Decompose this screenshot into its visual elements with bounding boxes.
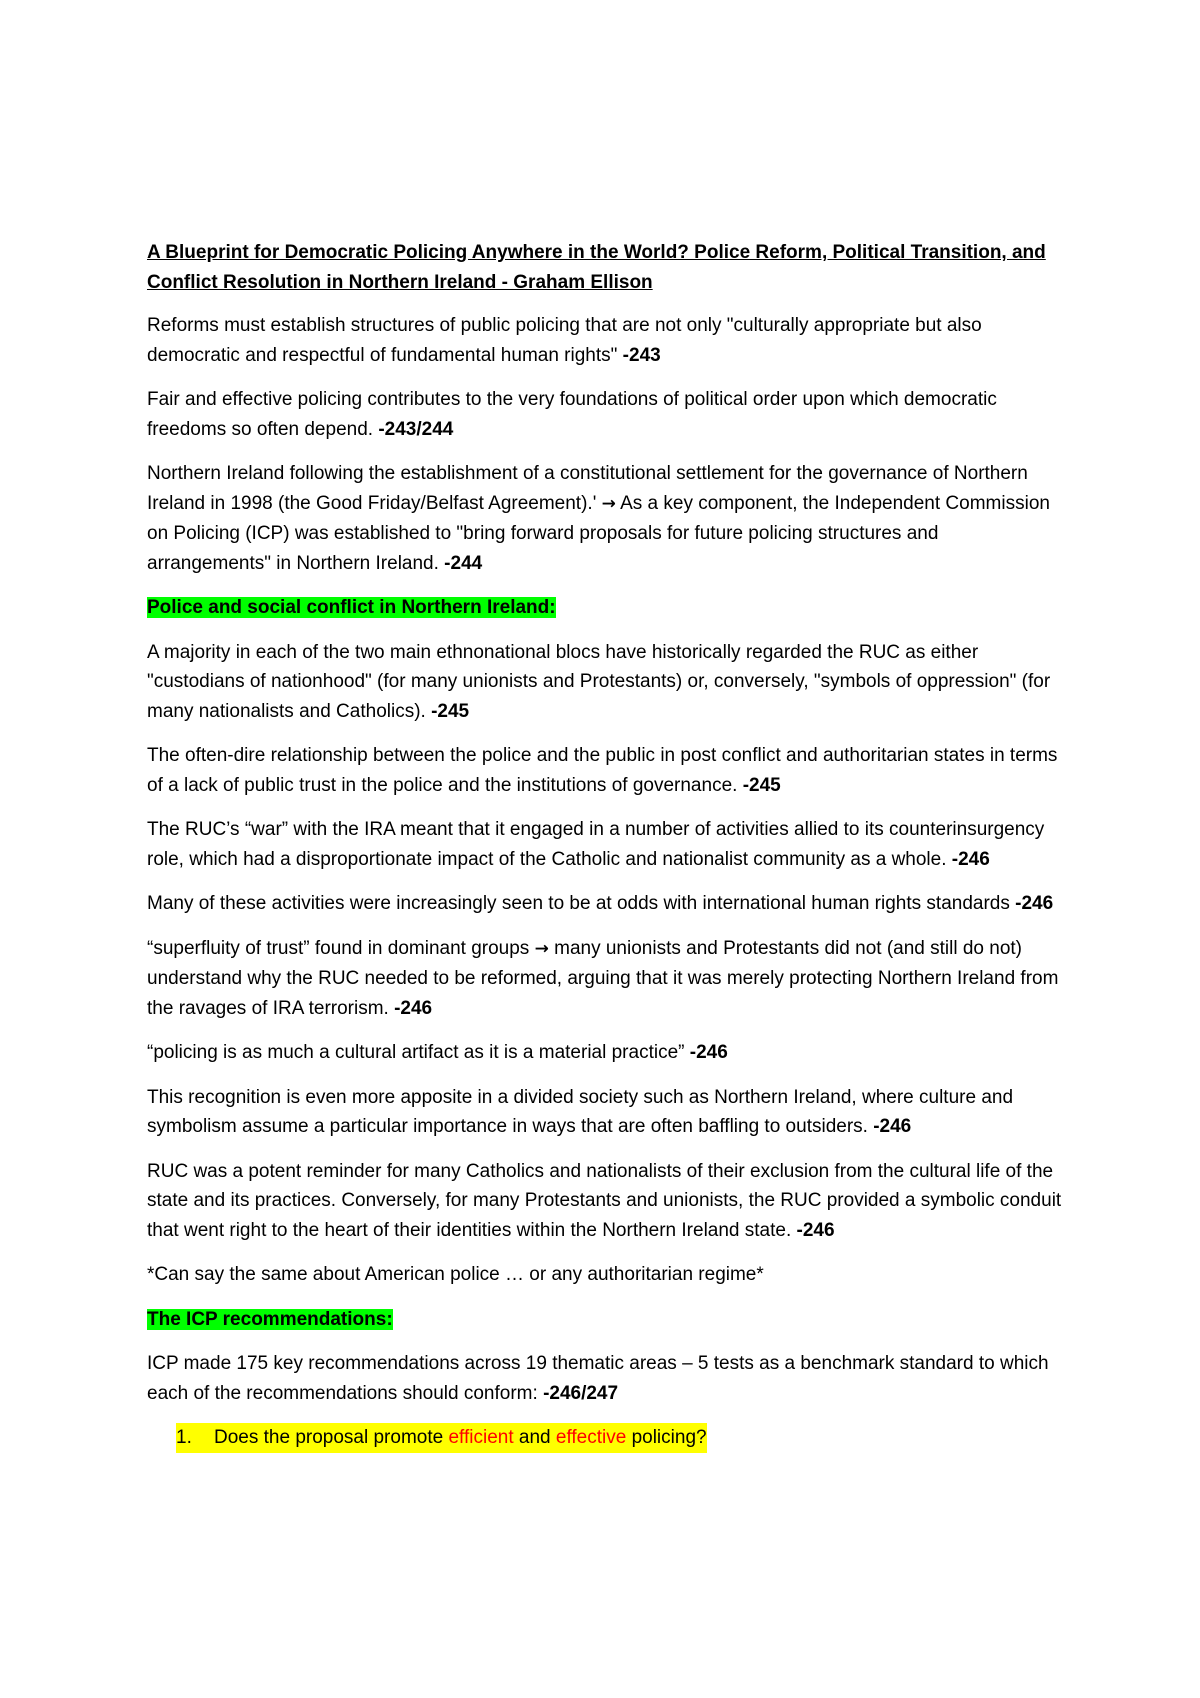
- section-heading-icp-recommendations: [147, 1305, 1067, 1335]
- paragraph-reforms: [147, 311, 1067, 370]
- paragraph-american-police-note: [147, 1260, 1067, 1290]
- paragraph-superfluity-trust: [147, 934, 1067, 1024]
- paragraph-text: The RUC’s “war” with the IRA meant that it engaged in a number of activities allied to its counterinsurgency role, which had a disproportionate impact of the Catholic and nationalist community as a whole.: [147, 819, 1045, 870]
- paragraph-text: “policing is as much a cultural artifact as it is a material practice”: [147, 1042, 690, 1063]
- list-number: 1.: [176, 1427, 192, 1448]
- right-arrow-icon: →: [534, 938, 549, 959]
- list-item: [176, 1423, 1067, 1453]
- page-reference: -246: [951, 848, 990, 870]
- document-title: A Blueprint for Democratic Policing Anywhere in the World? Police Reform, Political Transition, and Conflict Resolution in Northern Ireland - Graham Ellison: [147, 242, 1046, 293]
- page-reference: -243: [622, 344, 661, 366]
- paragraph-divided-society: [147, 1083, 1067, 1142]
- paragraph-text: As a key component, the Independent Commission on Policing (ICP) was established to "bring forward proposals for future policing structures and arrangements" in Northern Ireland.: [147, 492, 1050, 574]
- page-reference: -246: [689, 1042, 728, 1063]
- highlighted-list-item: [176, 1423, 707, 1453]
- highlighted-heading: Police and social conflict in Northern Ireland:: [147, 597, 556, 618]
- paragraph-human-rights: [147, 889, 1067, 919]
- paragraph-cultural-artifact: [147, 1038, 1067, 1068]
- paragraph-text: Northern Ireland following the establishment of a constitutional settlement for the governance of Northern Ireland in 1998 (the Good Friday/Belfast Agreement).': [147, 463, 1028, 514]
- paragraph-text: This recognition is even more apposite in a divided society such as Northern Ireland, where culture and symbolism assume a particular importance in ways that are often baffling to outsiders.: [147, 1086, 1014, 1137]
- highlighted-heading: The ICP recommendations:: [147, 1308, 393, 1330]
- list-text: policing?: [626, 1427, 707, 1448]
- page-reference: -246/247: [543, 1382, 619, 1404]
- red-emphasis: efficient: [448, 1427, 514, 1448]
- page-reference: -245: [742, 774, 781, 796]
- page-reference: -246: [796, 1219, 835, 1241]
- list-text: Does the proposal promote: [214, 1427, 449, 1448]
- paragraph-icp-175: [147, 1349, 1067, 1408]
- paragraph-text: many unionists and Protestants did not (and still do not) understand why the RUC needed to be reformed, arguing that it was merely protecting Northern Ireland from the ravages of IRA terrorism.: [147, 937, 1059, 1019]
- page-reference: -246: [394, 997, 433, 1019]
- page-reference: -243/244: [378, 418, 454, 440]
- paragraph-good-friday: [147, 459, 1067, 578]
- paragraph-text: The often-dire relationship between the police and the public in post conflict and authoritarian states in terms of a lack of public trust in the police and the institutions of governance.: [147, 745, 1058, 796]
- paragraph-text: “superfluity of trust” found in dominant groups: [147, 937, 535, 959]
- paragraph-text: RUC was a potent reminder for many Catholics and nationalists of their exclusion from the cultural life of the state and its practices. Conversely, for many Protestants and unionists, the RUC provided a symbolic conduit that went right to the heart of their identities within the Northern Ireland state.: [147, 1160, 1062, 1241]
- page-reference: -244: [444, 552, 483, 574]
- right-arrow-icon: →: [601, 493, 616, 514]
- red-emphasis: effective: [555, 1427, 627, 1448]
- paragraph-text: Many of these activities were increasingly seen to be at odds with international human rights standards: [147, 893, 1016, 914]
- page-reference: -246: [873, 1116, 912, 1137]
- paragraph-fair-policing: [147, 385, 1067, 444]
- paragraph-text: Reforms must establish structures of public policing that are not only "culturally appropriate but also democratic and respectful of fundamental human rights": [147, 315, 982, 366]
- page-reference: -246: [1015, 893, 1054, 914]
- paragraph-text: A majority in each of the two main ethnonational blocs have historically regarded the RUC as either "custodians of nationhood" (for many unionists and Protestants) or, conversely, "symbols of oppression" (for many nationalists and Catholics).: [147, 641, 1051, 722]
- paragraph-potent-reminder: [147, 1157, 1067, 1246]
- paragraph-dire-relationship: [147, 741, 1067, 800]
- paragraph-ruc-war: [147, 815, 1067, 874]
- document-page: [147, 238, 1067, 1453]
- paragraph-text: ICP made 175 key recommendations across 19 thematic areas – 5 tests as a benchmark standard to which each of the recommendations should conform:: [147, 1353, 1049, 1404]
- list-text: and: [513, 1427, 556, 1448]
- paragraph-text: *Can say the same about American police … or any authoritarian regime*: [147, 1264, 764, 1285]
- paragraph-text: Fair and effective policing contributes to the very foundations of political order upon which democratic freedoms so often depend.: [147, 389, 997, 440]
- paragraph-ethnonational-blocs: [147, 638, 1067, 727]
- page-reference: -245: [431, 700, 470, 722]
- section-heading-police-conflict: [147, 593, 1067, 623]
